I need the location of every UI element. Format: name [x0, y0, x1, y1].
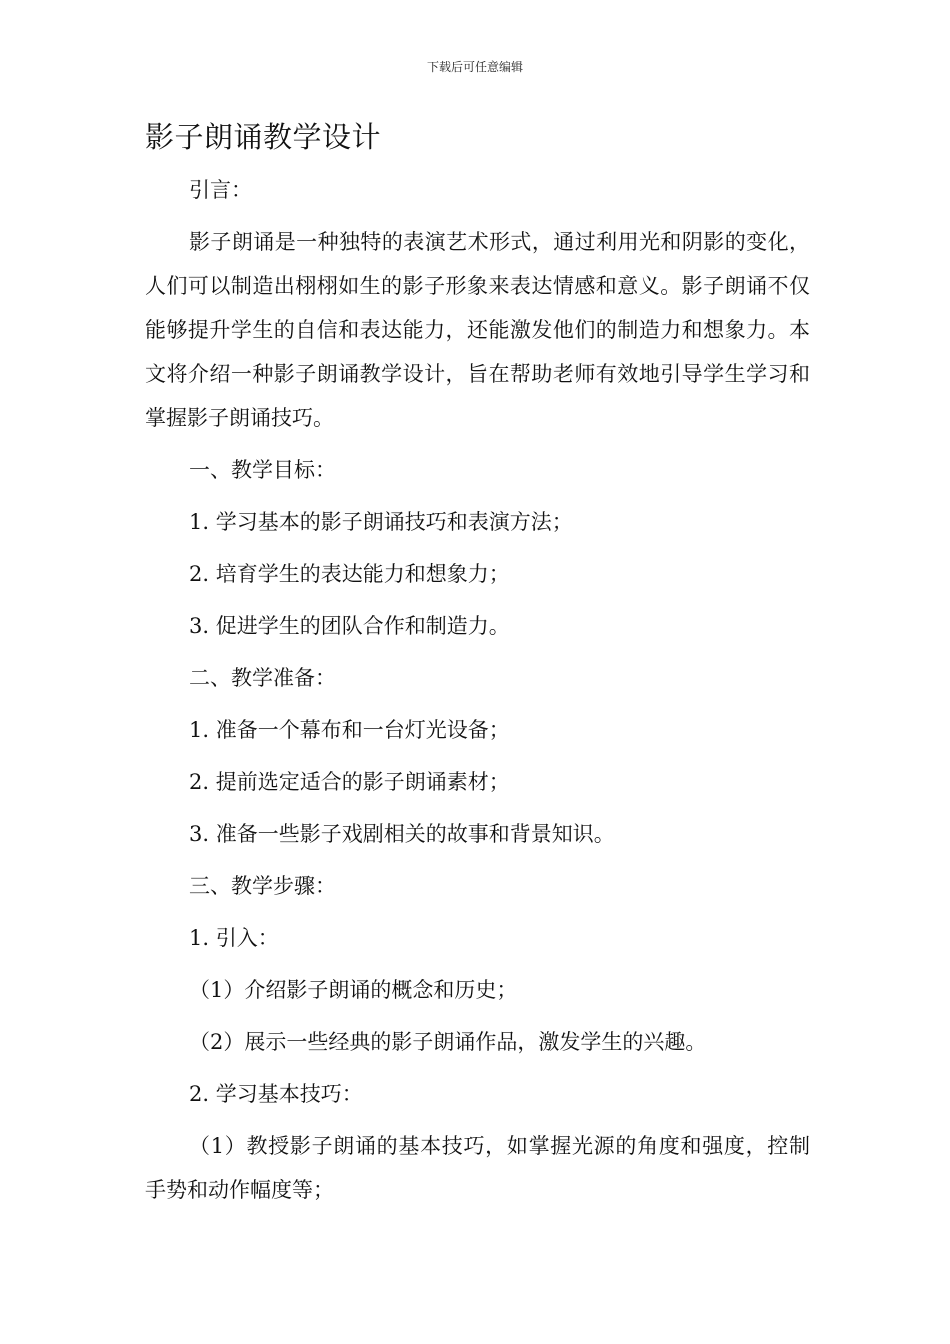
- section-heading-steps: 三、教学步骤：: [189, 874, 336, 898]
- list-item-prep-1: 1. 准备一个幕布和一台灯光设备；: [189, 718, 510, 742]
- list-item-prep-2: 2. 提前选定适合的影子朗诵素材；: [189, 770, 510, 794]
- section-heading-goals: 一、教学目标：: [189, 458, 336, 482]
- paragraph-intro-body: 影子朗诵是一种独特的表演艺术形式，通过利用光和阴影的变化，人们可以制造出栩栩如生的影子形象来表达情感和意义。影子朗诵不仅能够提升学生的自信和表达能力，还能激发他们的制造力和想象力。本文将介绍一种影子朗诵教学设计，旨在帮助老师有效地引导学生学习和掌握影子朗诵技巧。: [145, 230, 810, 430]
- list-item-step-1-sub-1: （1）介绍影子朗诵的概念和历史；: [189, 978, 518, 1002]
- header-note: 下载后可任意编辑: [426, 60, 523, 74]
- list-item-step-2: 2. 学习基本技巧：: [189, 1082, 363, 1106]
- list-item-goal-2: 2. 培育学生的表达能力和想象力；: [189, 562, 510, 586]
- list-item-prep-3: 3. 准备一些影子戏剧相关的故事和背景知识。: [189, 822, 615, 846]
- paragraph-intro-label: 引言：: [189, 178, 252, 202]
- list-item-goal-3: 3. 促进学生的团队合作和制造力。: [189, 614, 510, 638]
- list-item-step-2-sub-1: （1）教授影子朗诵的基本技巧，如掌握光源的角度和强度，控制手势和动作幅度等；: [145, 1134, 810, 1202]
- document-body: [145, 112, 810, 1212]
- list-item-step-1: 1. 引入：: [189, 926, 279, 950]
- list-item-step-1-sub-2: （2）展示一些经典的影子朗诵作品，激发学生的兴趣。: [189, 1030, 707, 1054]
- document-title: 影子朗诵教学设计: [145, 120, 382, 154]
- section-heading-preparation: 二、教学准备：: [189, 666, 336, 690]
- list-item-goal-1: 1. 学习基本的影子朗诵技巧和表演方法；: [189, 510, 573, 534]
